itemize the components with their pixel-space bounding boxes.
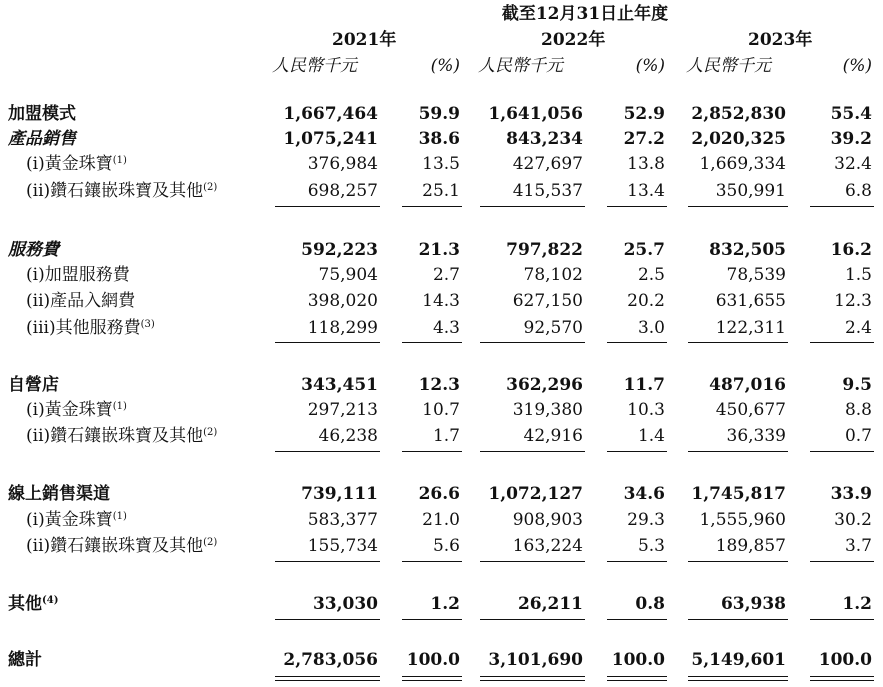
total-double-rule — [402, 680, 462, 681]
subtotal-rule — [688, 619, 788, 620]
amount-cell: 3,101,690 — [488, 650, 583, 670]
percent-cell: 1.4 — [637, 426, 665, 446]
percent-cell: 5.6 — [432, 536, 460, 556]
amount-cell: 163,224 — [512, 536, 583, 556]
subtotal-rule — [607, 206, 667, 207]
percent-cell: 29.3 — [627, 510, 665, 530]
footnote-marker: (2) — [203, 537, 218, 548]
total-double-rule — [688, 680, 788, 681]
percent-cell: 33.9 — [830, 484, 872, 504]
percent-cell: 27.2 — [623, 129, 665, 149]
subtotal-rule — [607, 342, 667, 343]
amount-cell: 1,669,334 — [699, 154, 786, 174]
row-label: 總計 — [8, 650, 42, 670]
amount-cell: 189,857 — [715, 536, 786, 556]
percent-cell: 0.7 — [844, 426, 872, 446]
percent-cell: 11.7 — [623, 375, 665, 395]
percent-cell: 1.2 — [842, 594, 872, 614]
amount-cell: 450,677 — [715, 400, 786, 420]
percent-cell: 32.4 — [834, 154, 872, 174]
unit-header-2022: 人民幣千元 — [478, 56, 563, 76]
amount-cell: 908,903 — [512, 510, 583, 530]
percent-cell: 100.0 — [611, 650, 665, 670]
amount-cell: 33,030 — [312, 594, 378, 614]
amount-cell: 362,296 — [506, 375, 583, 395]
amount-cell: 297,213 — [307, 400, 378, 420]
percent-cell: 4.3 — [432, 318, 460, 338]
amount-cell: 592,223 — [301, 240, 378, 260]
subtotal-rule — [480, 451, 585, 452]
row-label: (iii)其他服務費$^{(3)}$ — [26, 318, 155, 338]
percent-cell: 8.8 — [844, 400, 872, 420]
amount-cell: 92,570 — [523, 318, 583, 338]
percent-cell: 34.6 — [623, 484, 665, 504]
percent-cell: 30.2 — [834, 510, 872, 530]
percent-cell: 14.3 — [422, 291, 460, 311]
percent-cell: 21.3 — [418, 240, 460, 260]
subtotal-rule — [275, 342, 380, 343]
amount-cell: 631,655 — [715, 291, 786, 311]
subtotal-rule — [810, 561, 874, 562]
pct-header-2021: (%) — [430, 56, 460, 76]
subtotal-rule — [480, 342, 585, 343]
percent-cell: 12.3 — [418, 375, 460, 395]
amount-cell: 427,697 — [512, 154, 583, 174]
row-label: (i)黃金珠寶$^{(1)}$ — [26, 510, 127, 530]
subtotal-rule — [402, 206, 462, 207]
year-header-2021: 2021年 — [332, 30, 397, 50]
total-double-rule — [480, 676, 585, 677]
row-label: 服務費 — [8, 240, 59, 260]
subtotal-rule — [607, 451, 667, 452]
amount-cell: 63,938 — [720, 594, 786, 614]
amount-cell: 42,916 — [523, 426, 583, 446]
row-label: 加盟模式 — [8, 104, 76, 124]
percent-cell: 6.8 — [844, 181, 872, 201]
percent-cell: 2.4 — [844, 318, 872, 338]
footnote-marker: (3) — [140, 319, 155, 330]
amount-cell: 698,257 — [307, 181, 378, 201]
row-label: 線上銷售渠道 — [8, 484, 110, 504]
subtotal-rule — [688, 206, 788, 207]
amount-cell: 118,299 — [307, 318, 378, 338]
amount-cell: 26,211 — [517, 594, 583, 614]
row-label: (ii)鑽石鑲嵌珠寶及其他$^{(2)}$ — [26, 181, 218, 201]
percent-cell: 21.0 — [422, 510, 460, 530]
amount-cell: 350,991 — [715, 181, 786, 201]
percent-cell: 26.6 — [418, 484, 460, 504]
amount-cell: 487,016 — [709, 375, 786, 395]
subtotal-rule — [480, 206, 585, 207]
pct-header-2022: (%) — [635, 56, 665, 76]
percent-cell: 25.7 — [623, 240, 665, 260]
subtotal-rule — [810, 206, 874, 207]
subtotal-rule — [810, 451, 874, 452]
percent-cell: 13.8 — [627, 154, 665, 174]
percent-cell: 3.0 — [637, 318, 665, 338]
subtotal-rule — [688, 342, 788, 343]
amount-cell: 2,783,056 — [283, 650, 378, 670]
subtotal-rule — [275, 206, 380, 207]
amount-cell: 155,734 — [307, 536, 378, 556]
subtotal-rule — [402, 619, 462, 620]
amount-cell: 78,102 — [523, 265, 583, 285]
row-label: (i)加盟服務費 — [26, 265, 130, 285]
amount-cell: 415,537 — [512, 181, 583, 201]
total-double-rule — [275, 680, 380, 681]
amount-cell: 36,339 — [726, 426, 786, 446]
period-header: 截至12月31日止年度 — [501, 4, 669, 24]
amount-cell: 319,380 — [512, 400, 583, 420]
amount-cell: 1,641,056 — [488, 104, 583, 124]
amount-cell: 739,111 — [301, 484, 378, 504]
total-double-rule — [607, 676, 667, 677]
unit-header-2021: 人民幣千元 — [272, 56, 357, 76]
amount-cell: 398,020 — [307, 291, 378, 311]
year-header-2023: 2023年 — [748, 30, 813, 50]
percent-cell: 10.7 — [422, 400, 460, 420]
amount-cell: 1,072,127 — [488, 484, 583, 504]
footnote-marker: (1) — [112, 401, 127, 412]
subtotal-rule — [480, 619, 585, 620]
subtotal-rule — [275, 561, 380, 562]
amount-cell: 5,149,601 — [691, 650, 786, 670]
percent-cell: 39.2 — [830, 129, 872, 149]
amount-cell: 832,505 — [709, 240, 786, 260]
amount-cell: 78,539 — [726, 265, 786, 285]
percent-cell: 2.7 — [432, 265, 460, 285]
footnote-marker: (2) — [203, 427, 218, 438]
total-double-rule — [810, 680, 874, 681]
percent-cell: 59.9 — [418, 104, 460, 124]
percent-cell: 13.5 — [422, 154, 460, 174]
percent-cell: 12.3 — [834, 291, 872, 311]
subtotal-rule — [688, 561, 788, 562]
percent-cell: 55.4 — [830, 104, 872, 124]
subtotal-rule — [810, 619, 874, 620]
percent-cell: 2.5 — [637, 265, 665, 285]
footnote-marker: (2) — [203, 182, 218, 193]
percent-cell: 3.7 — [844, 536, 872, 556]
amount-cell: 2,020,325 — [691, 129, 786, 149]
subtotal-rule — [402, 451, 462, 452]
amount-cell: 797,822 — [506, 240, 583, 260]
percent-cell: 10.3 — [627, 400, 665, 420]
amount-cell: 75,904 — [318, 265, 378, 285]
percent-cell: 100.0 — [406, 650, 460, 670]
subtotal-rule — [810, 342, 874, 343]
percent-cell: 0.8 — [635, 594, 665, 614]
amount-cell: 122,311 — [715, 318, 786, 338]
percent-cell: 13.4 — [627, 181, 665, 201]
percent-cell: 52.9 — [623, 104, 665, 124]
total-double-rule — [810, 676, 874, 677]
percent-cell: 38.6 — [418, 129, 460, 149]
amount-cell: 343,451 — [301, 375, 378, 395]
row-label: (ii)鑽石鑲嵌珠寶及其他$^{(2)}$ — [26, 426, 218, 446]
total-double-rule — [275, 676, 380, 677]
percent-cell: 9.5 — [842, 375, 872, 395]
percent-cell: 20.2 — [627, 291, 665, 311]
amount-cell: 1,075,241 — [283, 129, 378, 149]
subtotal-rule — [688, 451, 788, 452]
subtotal-rule — [275, 451, 380, 452]
percent-cell: 1.2 — [430, 594, 460, 614]
subtotal-rule — [402, 561, 462, 562]
total-double-rule — [480, 680, 585, 681]
amount-cell: 376,984 — [307, 154, 378, 174]
row-label: (ii)鑽石鑲嵌珠寶及其他$^{(2)}$ — [26, 536, 218, 556]
percent-cell: 16.2 — [830, 240, 872, 260]
amount-cell: 46,238 — [318, 426, 378, 446]
amount-cell: 627,150 — [512, 291, 583, 311]
amount-cell: 1,555,960 — [699, 510, 786, 530]
footnote-marker: (4) — [42, 595, 59, 606]
subtotal-rule — [480, 561, 585, 562]
row-label: 自營店 — [8, 375, 59, 395]
amount-cell: 583,377 — [307, 510, 378, 530]
amount-cell: 1,667,464 — [283, 104, 378, 124]
row-label: (ii)產品入網費 — [26, 291, 136, 311]
subtotal-rule — [607, 561, 667, 562]
year-header-2022: 2022年 — [541, 30, 606, 50]
pct-header-2023: (%) — [842, 56, 872, 76]
percent-cell: 5.3 — [637, 536, 665, 556]
percent-cell: 25.1 — [422, 181, 460, 201]
percent-cell: 1.5 — [844, 265, 872, 285]
subtotal-rule — [607, 619, 667, 620]
row-label: 產品銷售 — [8, 129, 76, 149]
total-double-rule — [607, 680, 667, 681]
total-double-rule — [402, 676, 462, 677]
amount-cell: 1,745,817 — [691, 484, 786, 504]
percent-cell: 100.0 — [818, 650, 872, 670]
subtotal-rule — [402, 342, 462, 343]
total-double-rule — [688, 676, 788, 677]
unit-header-2023: 人民幣千元 — [686, 56, 771, 76]
amount-cell: 843,234 — [506, 129, 583, 149]
row-label: (i)黃金珠寶$^{(1)}$ — [26, 154, 127, 174]
row-label: (i)黃金珠寶$^{(1)}$ — [26, 400, 127, 420]
percent-cell: 1.7 — [432, 426, 460, 446]
footnote-marker: (1) — [112, 155, 127, 166]
amount-cell: 2,852,830 — [691, 104, 786, 124]
footnote-marker: (1) — [112, 511, 127, 522]
row-label: 其他$^{(4)}$ — [8, 594, 59, 614]
subtotal-rule — [275, 619, 380, 620]
